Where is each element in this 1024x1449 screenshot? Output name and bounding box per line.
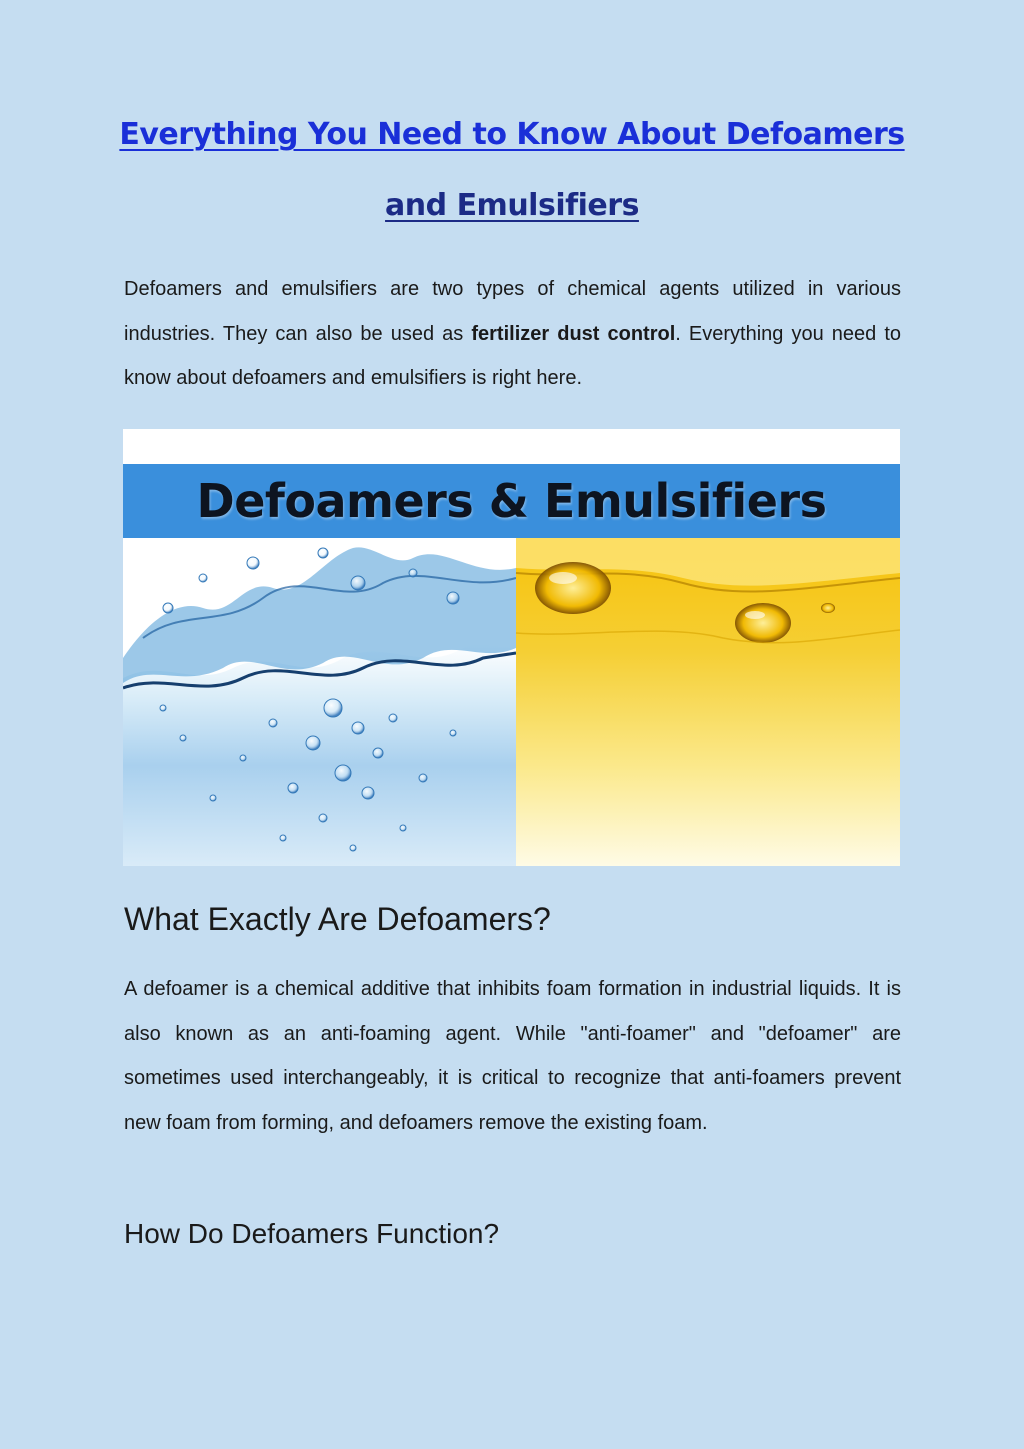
document-title-line2 bbox=[0, 188, 1024, 223]
title-link-line1[interactable]: Everything You Need to Know About Defoamers bbox=[119, 117, 905, 152]
section1-paragraph: A defoamer is a chemical additive that inhibits foam formation in industrial liquids. It is also known as an anti-foaming agent. While "anti-foamer" and "defoamer" are sometimes used interchangeably, it is critical to recognize that anti-foamers prevent new foam from forming, and defoamers remove the existing foam. bbox=[124, 978, 901, 1134]
section-heading-what-are-defoamers: What Exactly Are Defoamers? bbox=[124, 901, 551, 937]
intro-paragraph bbox=[124, 267, 901, 401]
hero-illustration bbox=[123, 538, 900, 866]
oil-bubbles-image bbox=[516, 538, 900, 866]
hero-image bbox=[123, 429, 900, 866]
intro-text-part1: Defoamers and emulsifiers are two types of chemical agents utilized in various industries. They can also be used as bbox=[124, 278, 901, 345]
intro-text-part2: . Everything you need to know about defoamers and emulsifiers is right here. bbox=[124, 322, 901, 389]
fertilizer-dust-control-link[interactable]: fertilizer dust control bbox=[471, 322, 676, 345]
hero-banner bbox=[123, 464, 900, 538]
title-link-line2[interactable]: and Emulsifiers bbox=[385, 188, 639, 223]
document-title-line1 bbox=[0, 117, 1024, 152]
section-heading-how-defoamers-function: How Do Defoamers Function? bbox=[124, 1218, 500, 1249]
hero-banner-text: Defoamers & Emulsifiers bbox=[196, 474, 827, 528]
water-splash-image bbox=[123, 538, 516, 866]
